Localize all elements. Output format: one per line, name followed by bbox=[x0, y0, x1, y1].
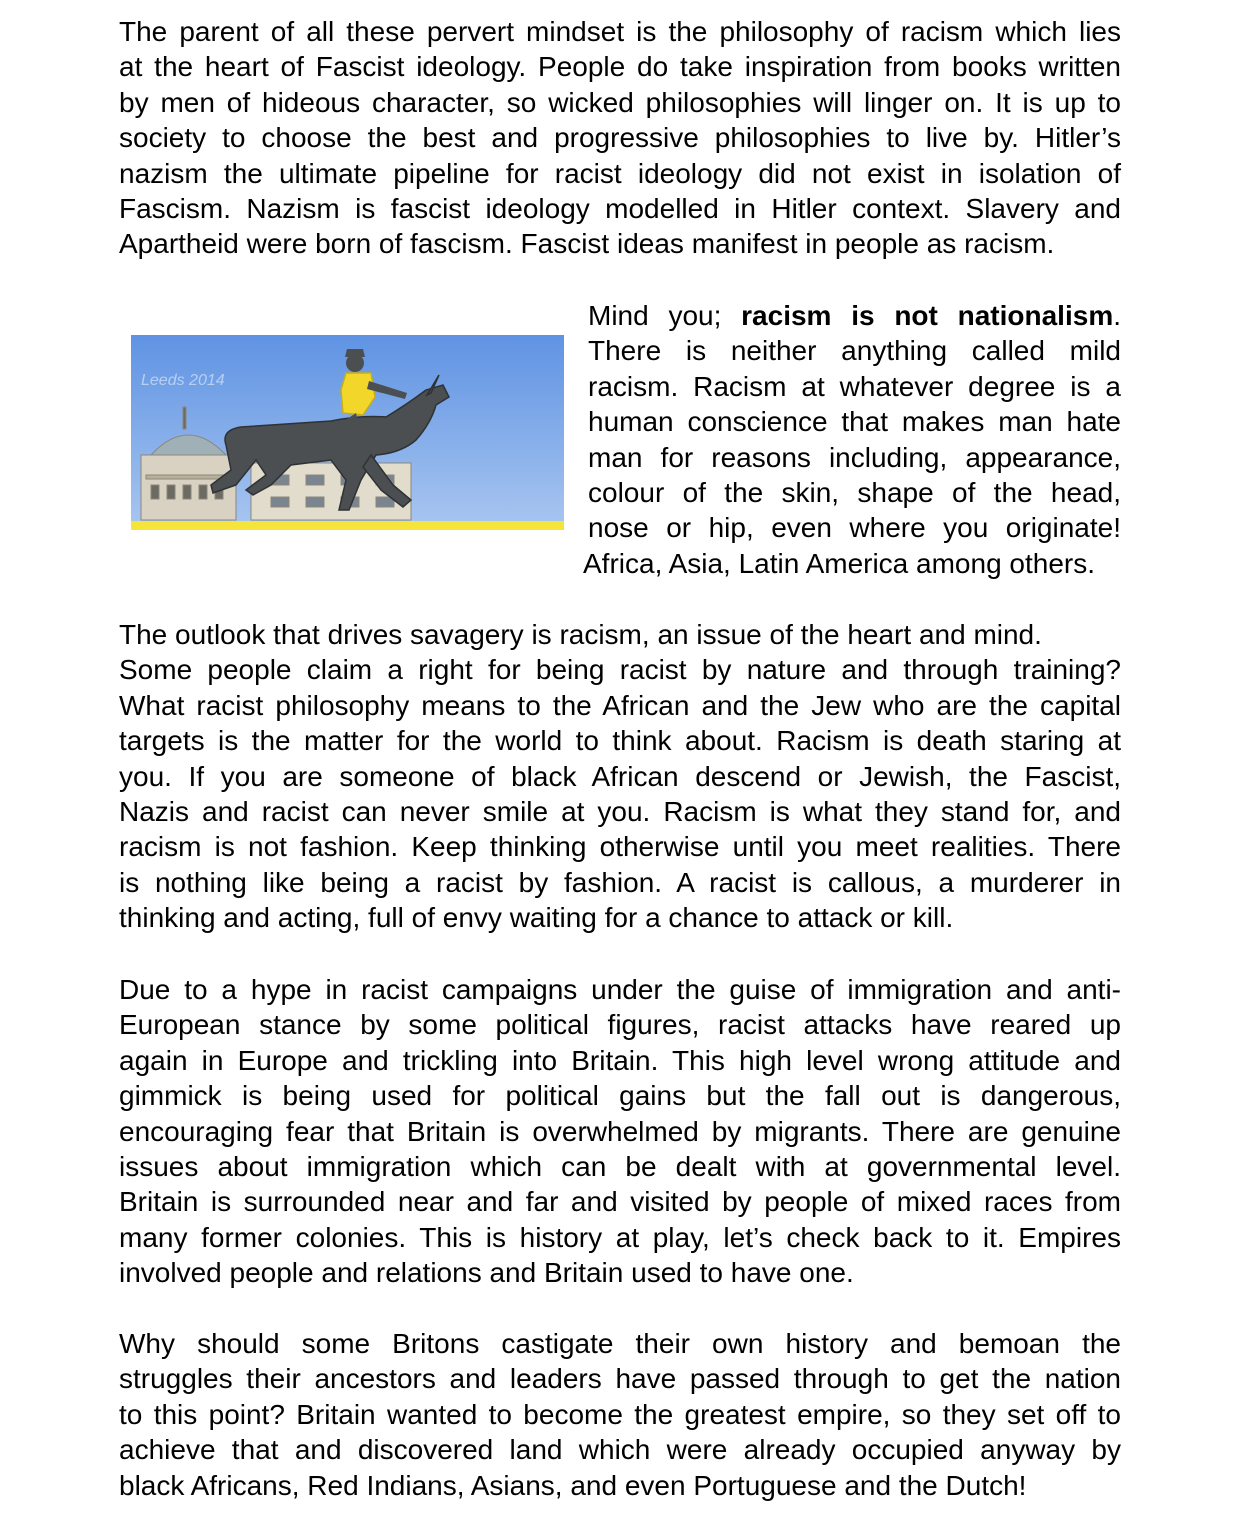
text-line: involved people and relations and Britain used to have one. bbox=[119, 1257, 854, 1289]
text-line: struggles their ancestors and leaders have passed through to get the nation bbox=[119, 1363, 1121, 1395]
text-line: again in Europe and trickling into Britain. This high level wrong attitude and bbox=[119, 1044, 1121, 1076]
paragraph-racism-fascism bbox=[119, 14, 1121, 262]
text-line: Fascism. Nazism is fascist ideology modelled in Hitler context. Slavery and bbox=[119, 192, 1121, 224]
text-line: What racist philosophy means to the African and the Jew who are the capital bbox=[119, 689, 1121, 721]
text-line: black Africans, Red Indians, Asians, and even Portuguese and the Dutch! bbox=[119, 1469, 1027, 1501]
text-line: nazism the ultimate pipeline for racist ideology did not exist in isolation of bbox=[119, 157, 1121, 189]
text-line: issues about immigration which can be dealt with at governmental level. bbox=[119, 1150, 1121, 1182]
sidebar-text: Mind you; bbox=[588, 300, 742, 331]
image-caption: Leeds 2014 bbox=[141, 372, 225, 389]
text-line: The outlook that drives savagery is racism, an issue of the heart and mind. bbox=[119, 619, 1042, 650]
text-line: colour of the skin, shape of the head, bbox=[588, 476, 1121, 508]
text-line: by men of hideous character, so wicked philosophies will linger on. It is up to bbox=[119, 86, 1121, 118]
text-line: nose or hip, even where you originate! bbox=[588, 512, 1121, 544]
text-line: Why should some Britons castigate their own history and bemoan the bbox=[119, 1328, 1121, 1359]
text-line: The parent of all these pervert mindset is the philosophy of racism which lies bbox=[119, 16, 1121, 47]
text-line: society to choose the best and progressive philosophies to live by. Hitler’s bbox=[119, 122, 1121, 154]
text-line: racism is not fashion. Keep thinking otherwise until you meet realities. There bbox=[119, 831, 1121, 863]
text-line: achieve that and discovered land which were already occupied anyway by bbox=[119, 1434, 1121, 1466]
paragraph-history bbox=[119, 1326, 1121, 1503]
text-line: Nazis and racist can never smile at you. Racism is what they stand for, and bbox=[119, 795, 1121, 827]
text-line: targets is the matter for the world to think about. Racism is death staring at bbox=[119, 725, 1121, 757]
text-line: at the heart of Fascist ideology. People do take inspiration from books written bbox=[119, 51, 1121, 83]
text-line: human conscience that makes man hate bbox=[588, 406, 1121, 438]
text-line: There is neither anything called mild bbox=[588, 335, 1121, 367]
sidebar-first-line bbox=[588, 298, 1121, 333]
text-line: Some people claim a right for being racist by nature and through training? bbox=[119, 654, 1121, 686]
text-line: Africa, Asia, Latin America among others. bbox=[583, 547, 1096, 579]
text-line: many former colonies. This is history at play, let’s check back to it. Empires bbox=[119, 1221, 1121, 1253]
statue-photo bbox=[131, 335, 564, 530]
text-line: Apartheid were born of fascism. Fascist ideas manifest in people as racism. bbox=[119, 228, 1055, 260]
paragraph-savagery bbox=[119, 617, 1121, 936]
sidebar-text: . bbox=[1113, 300, 1121, 331]
bold-emphasis: racism is not nationalism bbox=[741, 300, 1114, 331]
text-line: man for reasons including, appearance, bbox=[588, 441, 1121, 473]
text-line: Britain is surrounded near and far and visited by people of mixed races from bbox=[119, 1186, 1121, 1218]
text-line: encouraging fear that Britain is overwhelmed by migrants. There are genuine bbox=[119, 1115, 1121, 1147]
text-line: gimmick is being used for political gains but the fall out is dangerous, bbox=[119, 1080, 1121, 1112]
text-line: Due to a hype in racist campaigns under the guise of immigration and anti- bbox=[119, 974, 1121, 1005]
text-line: you. If you are someone of black African descend or Jewish, the Fascist, bbox=[119, 760, 1121, 792]
sidebar-paragraph bbox=[583, 298, 1121, 581]
text-line: European stance by some political figures, racist attacks have reared up bbox=[119, 1009, 1121, 1041]
text-line: is nothing like being a racist by fashion. A racist is callous, a murderer in bbox=[119, 866, 1121, 898]
paragraph-immigration bbox=[119, 972, 1121, 1291]
equestrian-statue-image bbox=[131, 335, 564, 530]
text-line: to this point? Britain wanted to become the greatest empire, so they set off to bbox=[119, 1398, 1121, 1430]
text-line: racism. Racism at whatever degree is a bbox=[588, 370, 1121, 402]
text-line: thinking and acting, full of envy waiting for a chance to attack or kill. bbox=[119, 902, 954, 934]
